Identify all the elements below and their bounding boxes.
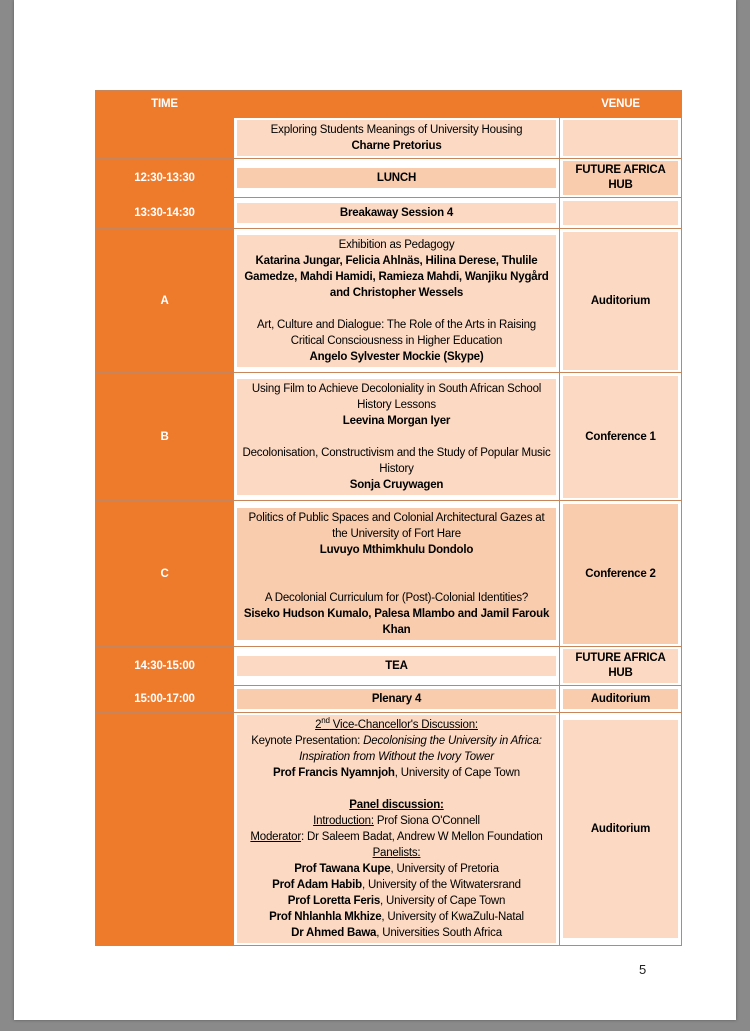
moderator-line: Moderator: Dr Saleem Badat, Andrew W Mellon Foundation: [250, 831, 543, 843]
session-cell: [234, 686, 560, 713]
time-label: 12:30-13:30: [134, 172, 195, 184]
table-row: [96, 118, 682, 159]
session-label-c: C: [96, 501, 234, 647]
venue-label: FUTURE AFRICA HUB: [563, 161, 678, 195]
table-row: [96, 713, 682, 946]
venue-label: Auditorium: [563, 720, 678, 938]
venue-cell: [560, 198, 682, 229]
session-label: LUNCH: [237, 168, 556, 188]
panelist: Dr Ahmed Bawa, Universities South Africa: [291, 927, 502, 939]
page-number: 5: [639, 962, 647, 977]
presenters: Katarina Jungar, Felicia Ahlnäs, Hilina Derese, Thulile Gamedze, Mahdi Hamidi, Ramieza Mahdi, Wanjiku Nygård and Christopher Wessels: [244, 254, 549, 299]
time-cell: [96, 159, 234, 198]
session-label-a: A: [96, 229, 234, 373]
table-row: [96, 501, 682, 647]
panelist: Prof Nhlanhla Mkhize, University of KwaZulu-Natal: [269, 911, 524, 923]
talk-title: Decolonisation, Constructivism and the Study of Popular Music History: [242, 446, 551, 475]
venue-label: Auditorium: [563, 232, 678, 370]
time-cell: 15:00-17:00: [96, 686, 234, 713]
session-cell: [234, 159, 560, 198]
session-cell: [234, 373, 560, 501]
panelist: Prof Loretta Feris, University of Cape Town: [287, 895, 506, 907]
session-label-b: B: [96, 373, 234, 501]
talk-title: Using Film to Achieve Decoloniality in South African School History Lessons: [251, 382, 542, 411]
presenter: Charne Pretorius: [351, 140, 442, 152]
venue-label: Conference 1: [563, 376, 678, 498]
panelists-label: Panelists:: [372, 847, 421, 859]
panel-heading: Panel discussion:: [349, 799, 444, 811]
presenter: Luvuyo Mthimkhulu Dondolo: [319, 543, 474, 556]
discussion-title: 2nd Vice-Chancellor's Discussion:: [315, 716, 478, 731]
header-session: [234, 91, 560, 118]
table-row: [96, 229, 682, 373]
table-row: [96, 159, 682, 198]
header-time: TIME: [96, 91, 234, 118]
panelist: Prof Tawana Kupe, University of Pretoria: [294, 863, 499, 875]
session-cell: [234, 647, 560, 686]
intro-line: Introduction: Prof Siona O'Connell: [313, 815, 480, 827]
venue-cell: [560, 647, 682, 686]
session-cell: [234, 501, 560, 647]
session-cell: [234, 118, 560, 159]
time-cell: [96, 118, 234, 159]
session-cell: [234, 713, 560, 946]
venue-label: Conference 2: [563, 504, 678, 644]
program-table: [95, 90, 682, 946]
talk-title: Politics of Public Spaces and Colonial Architectural Gazes at the University of Fort Hare: [248, 511, 545, 540]
keynote-title: Inspiration from Without the Ivory Tower: [299, 751, 494, 763]
header-row: [96, 91, 682, 118]
venue-cell: [560, 686, 682, 713]
presenter: Sonja Cruywagen: [349, 478, 444, 491]
panelist: Prof Adam Habib, University of the Witwatersrand: [272, 879, 521, 891]
table-row: [96, 198, 682, 229]
session-label: Breakaway Session 4: [237, 203, 556, 223]
session-label: TEA: [237, 656, 556, 676]
time-cell: 13:30-14:30: [96, 198, 234, 229]
talk-title: A Decolonial Curriculum for (Post)-Colonial Identities?: [264, 591, 529, 604]
session-label: Plenary 4: [237, 689, 556, 709]
presenter: Angelo Sylvester Mockie (Skype): [309, 350, 484, 363]
table-row: [96, 373, 682, 501]
talk-title: Exploring Students Meanings of University Housing: [270, 124, 523, 136]
header-venue: VENUE: [560, 91, 682, 118]
venue-cell: [560, 118, 682, 159]
venue-label: Auditorium: [563, 689, 678, 709]
venue-cell: [560, 229, 682, 373]
time-cell: [96, 713, 234, 946]
presenter: Leevina Morgan Iyer: [342, 414, 451, 427]
time-cell: 14:30-15:00: [96, 647, 234, 686]
talk-title: Exhibition as Pedagogy: [338, 238, 455, 251]
document-page: [14, 0, 736, 1020]
keynote-speaker: Prof Francis Nyamnjoh, University of Cape Town: [273, 767, 520, 779]
venue-label: FUTURE AFRICA HUB: [563, 649, 678, 683]
table-row: [96, 686, 682, 713]
venue-cell: [560, 373, 682, 501]
session-cell: [234, 198, 560, 229]
presenters: Siseko Hudson Kumalo, Palesa Mlambo and Jamil Farouk Khan: [243, 607, 550, 636]
venue-cell: [560, 713, 682, 946]
venue-cell: [560, 501, 682, 647]
keynote-line: Keynote Presentation: Decolonising the University in Africa:: [251, 735, 542, 747]
talk-title: Art, Culture and Dialogue: The Role of the Arts in Raising Critical Consciousness in Higher Education: [256, 318, 537, 347]
table-row: [96, 647, 682, 686]
venue-cell: [560, 159, 682, 198]
session-cell: [234, 229, 560, 373]
